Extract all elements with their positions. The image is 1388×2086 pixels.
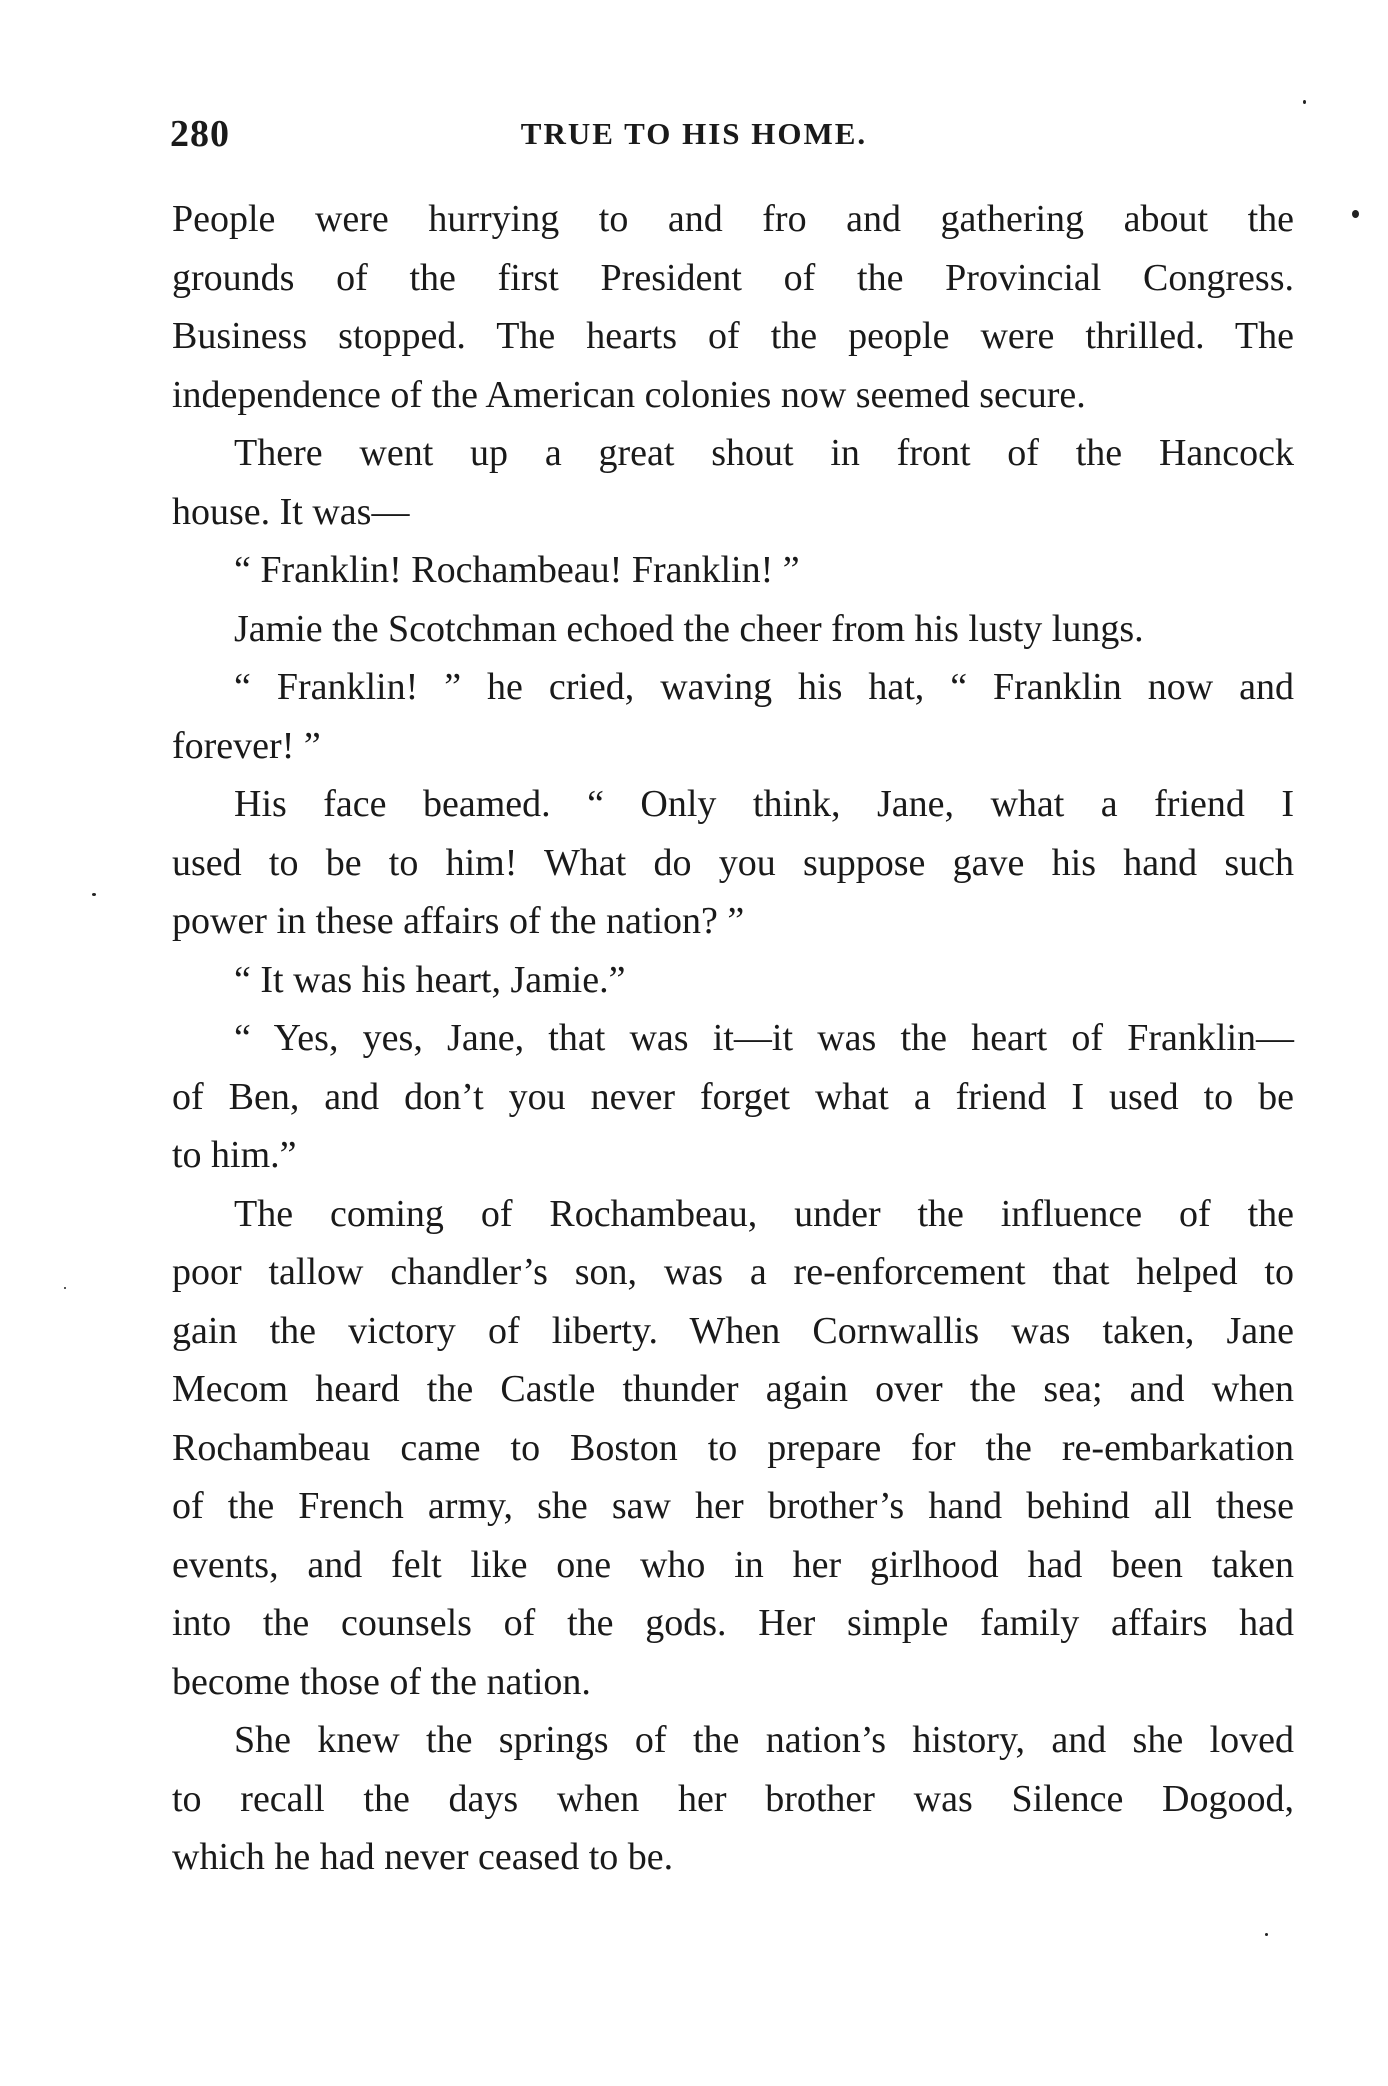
text-line: to him.”: [172, 1134, 297, 1176]
text-line: Jamie the Scotchman echoed the cheer from his lusty lungs.: [234, 607, 1144, 650]
text-line: which he had never ceased to be.: [172, 1836, 674, 1878]
text-line: used to be to him! What do you suppose gave his hand such: [172, 841, 1294, 884]
text-line: “ It was his heart, Jamie.”: [234, 958, 626, 1001]
text-line: gain the victory of liberty. When Cornwallis was taken, Jane: [172, 1309, 1294, 1352]
text-line: forever! ”: [172, 724, 321, 767]
body-text: [172, 190, 1294, 1887]
text-line: grounds of the first President of the Provincial Congress.: [172, 256, 1294, 299]
text-line: Rochambeau came to Boston to prepare for the re-embarkation: [172, 1426, 1294, 1469]
text-line: become those of the nation.: [172, 1660, 591, 1703]
text-line: events, and felt like one who in her girlhood had been taken: [172, 1543, 1294, 1586]
text-line: She knew the springs of the nation’s history, and she loved: [234, 1719, 1294, 1761]
text-line: into the counsels of the gods. Her simple family affairs had: [172, 1602, 1294, 1644]
text-line: There went up a great shout in front of the Hancock: [234, 432, 1294, 474]
running-title: TRUE TO HIS HOME.: [520, 116, 868, 151]
text-line: People were hurrying to and fro and gathering about the: [172, 198, 1294, 240]
text-line: “ Franklin! Rochambeau! Franklin! ”: [234, 549, 800, 591]
text-line: independence of the American colonies now seemed secure.: [172, 373, 1086, 416]
text-line: power in these affairs of the nation? ”: [172, 900, 745, 942]
text-line: house. It was—: [172, 490, 410, 533]
scan-speck: [1352, 210, 1359, 218]
text-line: His face beamed. “ Only think, Jane, what a friend I: [234, 783, 1294, 825]
text-line: to recall the days when her brother was Silence Dogood,: [172, 1777, 1294, 1820]
page-number: 280: [170, 113, 230, 155]
text-line: Business stopped. The hearts of the people were thrilled. The: [172, 315, 1294, 357]
scan-speck: [1303, 100, 1306, 104]
text-line: Mecom heard the Castle thunder again over the sea; and when: [172, 1368, 1294, 1410]
scan-speck: [1265, 1933, 1268, 1936]
scan-speck: [64, 1287, 66, 1289]
text-line: of Ben, and don’t you never forget what a friend I used to be: [172, 1075, 1294, 1118]
text-line: “ Franklin! ” he cried, waving his hat, “ Franklin now and: [234, 666, 1294, 708]
scan-speck: [92, 893, 96, 896]
text-line: of the French army, she saw her brother’s hand behind all these: [172, 1485, 1294, 1527]
text-line: poor tallow chandler’s son, was a re-enforcement that helped to: [172, 1251, 1294, 1293]
text-line: The coming of Rochambeau, under the influence of the: [234, 1192, 1294, 1235]
text-line: “ Yes, yes, Jane, that was it—it was the heart of Franklin—: [234, 1017, 1294, 1059]
